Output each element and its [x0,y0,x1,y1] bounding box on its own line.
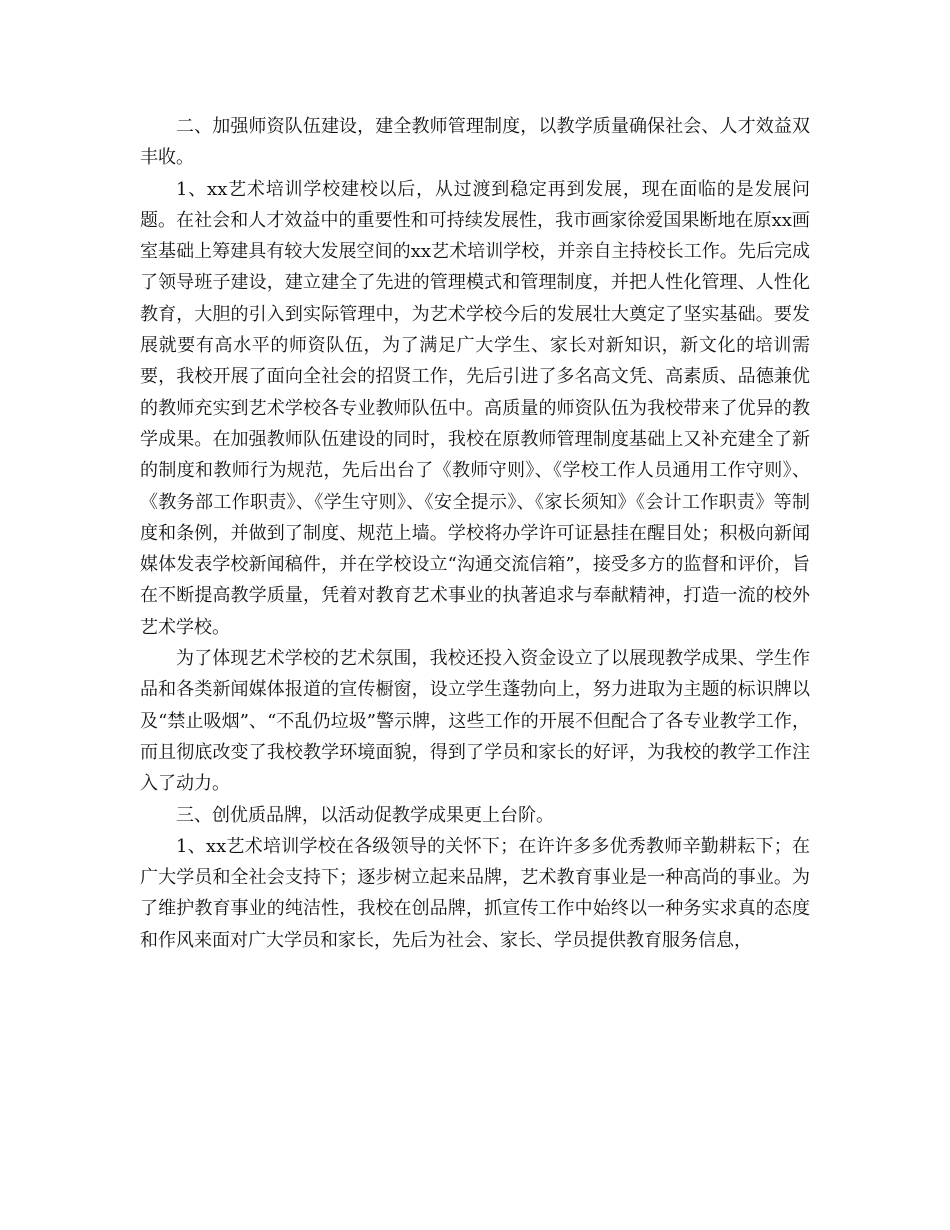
paragraph-section-three-heading: 三、创优质品牌，以活动促教学成果更上台阶。 [176,804,554,826]
document-body [140,111,810,956]
paragraph-brand-building: 1、xx艺术培训学校在各级领导的关怀下；在许许多多优秀教师辛勤耕耘下；在广大学员和全社会支持下；逐步树立起来品牌，艺术教育事业是一种高尚的事业。为了维护教育事业的纯洁性，我校在创品牌，抓宣传工作中始终以一种务实求真的态度和作风来面对广大学员和家长，先后为社会、家长、学员提供教育服务信息， [140,835,810,951]
paragraph-teacher-team: 1、xx艺术培训学校建校以后，从过渡到稳定再到发展，现在面临的是发展问题。在社会和人才效益中的重要性和可持续发展性，我市画家徐爱国果断地在原xx画室基础上筹建具有较大发展空间的xx艺术培训学校，并亲自主持校长工作。先后完成了领导班子建设，建立建全了先进的管理模式和管理制度，并把人性化管理、人性化教育，大胆的引入到实际管理中，为艺术学校今后的发展壮大奠定了坚实基础。要发展就要有高水平的师资队伍，为了满足广大学生、家长对新知识，新文化的培训需要，我校开展了面向全社会的招贤工作，先后引进了多名高文凭、高素质、品德兼优的教师充实到艺术学校各专业教师队伍中。高质量的师资队伍为我校带来了优异的教学成果。在加强教师队伍建设的同时，我校在原教师管理制度基础上又补充建全了新的制度和教师行为规范，先后出台了《教师守则》、《学校工作人员通用工作守则》、《教务部工作职责》、《学生守则》、《安全提示》、《家长须知》《会计工作职责》等制度和条例，并做到了制度、规范上墙。学校将办学许可证悬挂在醒目处；积极向新闻媒体发表学校新闻稿件，并在学校设立“沟通交流信箱”，接受多方的监督和评价，旨在不断提高教学质量，凭着对教育艺术事业的执著追求与奉献精神，打造一流的校外艺术学校。 [140,178,810,638]
paragraph-section-two-heading: 二、加强师资队伍建设，建全教师管理制度，以教学质量确保社会、人才效益双丰收。 [140,116,810,169]
paragraph-art-atmosphere: 为了体现艺术学校的艺术氛围，我校还投入资金设立了以展现教学成果、学生作品和各类新闻媒体报道的宣传橱窗，设立学生蓬勃向上，努力进取为主题的标识牌以及“禁止吸烟”、“不乱仍垃圾”警示牌，这些工作的开展不但配合了各专业教学工作，而且彻底改变了我校教学环境面貌，得到了学员和家长的好评，为我校的教学工作注入了动力。 [140,648,810,795]
